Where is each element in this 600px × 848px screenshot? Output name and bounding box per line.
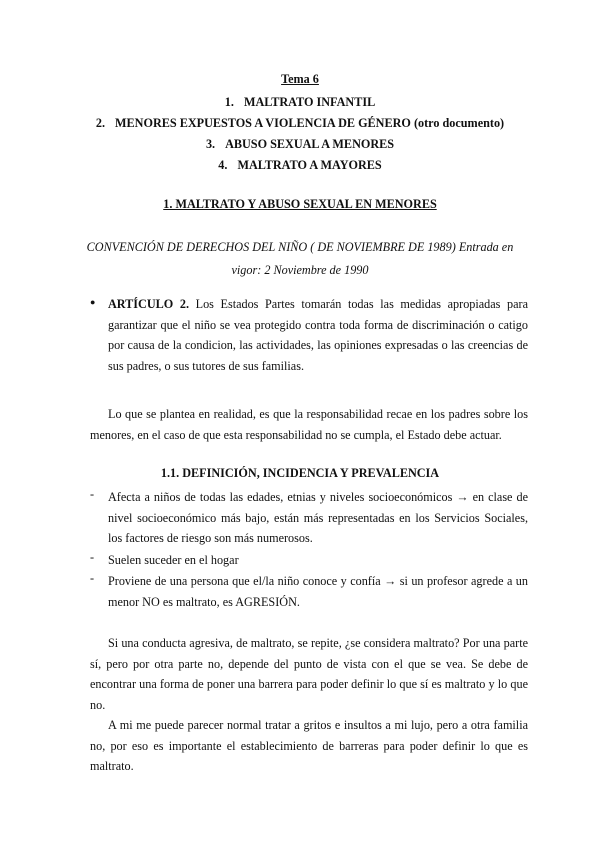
- convention-reference: CONVENCIÓN DE DERECHOS DEL NIÑO ( DE NOVIEMBRE DE 1989) Entrada en vigor: 2 Noviembre de 1990: [86, 240, 514, 277]
- toc-item-label: MALTRATO A MAYORES: [237, 158, 382, 172]
- article-label: ARTÍCULO 2.: [108, 297, 190, 311]
- toc-item-label: ABUSO SEXUAL A MENORES: [225, 137, 395, 151]
- toc-item-3: [0, 137, 600, 152]
- paragraph-repetition: Si una conducta agresiva, de maltrato, se repite, ¿se considera maltrato? Por una parte sí, pero por otra parte no, depende del punto de vista con el que se vea. Se debe de encontrar una forma de poner una barrera para poder definir lo que sí es maltrato y lo que no.: [90, 636, 528, 712]
- toc-item-4: [0, 158, 600, 173]
- toc-item-1: [0, 95, 600, 110]
- list-item: Afecta a niños de todas las edades, etnias y niveles socioeconómicos → en clase de nivel socioeconómico más bajo, están más representadas en los Servicios Sociales, los factores de riesgo son más numerosos.: [108, 490, 528, 545]
- paragraph-barriers: A mi me puede parecer normal tratar a gritos e insultos a mi lujo, pero a otra familia no, por eso es importante el establecimiento de barreras para poder definir lo que es maltrato.: [90, 718, 528, 773]
- subsection-heading: 1.1. DEFINICIÓN, INCIDENCIA Y PREVALENCIA: [160, 466, 440, 480]
- toc-item-number: 4.: [218, 158, 228, 172]
- bullet-icon: ●: [90, 297, 96, 307]
- dash-icon: -: [90, 550, 95, 564]
- section-heading: 1. MALTRATO Y ABUSO SEXUAL EN MENORES: [163, 197, 437, 211]
- toc-item-label: MENORES EXPUESTOS A VIOLENCIA DE GÉNERO (otro documento): [115, 116, 505, 130]
- article-paragraph: [108, 294, 528, 376]
- dash-icon: -: [90, 571, 95, 585]
- toc-item-2: [0, 116, 600, 131]
- toc-item-number: 3.: [205, 137, 216, 151]
- toc-item-number: 2.: [95, 116, 106, 130]
- list-item: Proviene de una persona que el/la niño conoce y confía → si un profesor agrede a un menor NO es maltrato, es AGRESIÓN.: [108, 574, 528, 609]
- toc-item-label: MALTRATO INFANTIL: [243, 95, 376, 109]
- toc-item-number: 1.: [224, 95, 234, 109]
- article-text: Los Estados Partes tomarán todas las medidas apropiadas para garantizar que el niño se vea protegido contra toda forma de discriminación o catigo por causa de la condicion, las actividades, las opiniones expresadas o las creencias de sus padres, o sus tutores de sus familias.: [108, 297, 528, 373]
- paragraph-responsibility: Lo que se plantea en realidad, es que la responsabilidad recae en los padres sobre los menores, en el caso de que esta responsabilidad no se cumpla, el Estado debe actuar.: [90, 407, 528, 442]
- document-title: Tema 6: [281, 72, 319, 86]
- dash-icon: -: [90, 487, 95, 501]
- list-item: Suelen suceder en el hogar: [108, 553, 239, 567]
